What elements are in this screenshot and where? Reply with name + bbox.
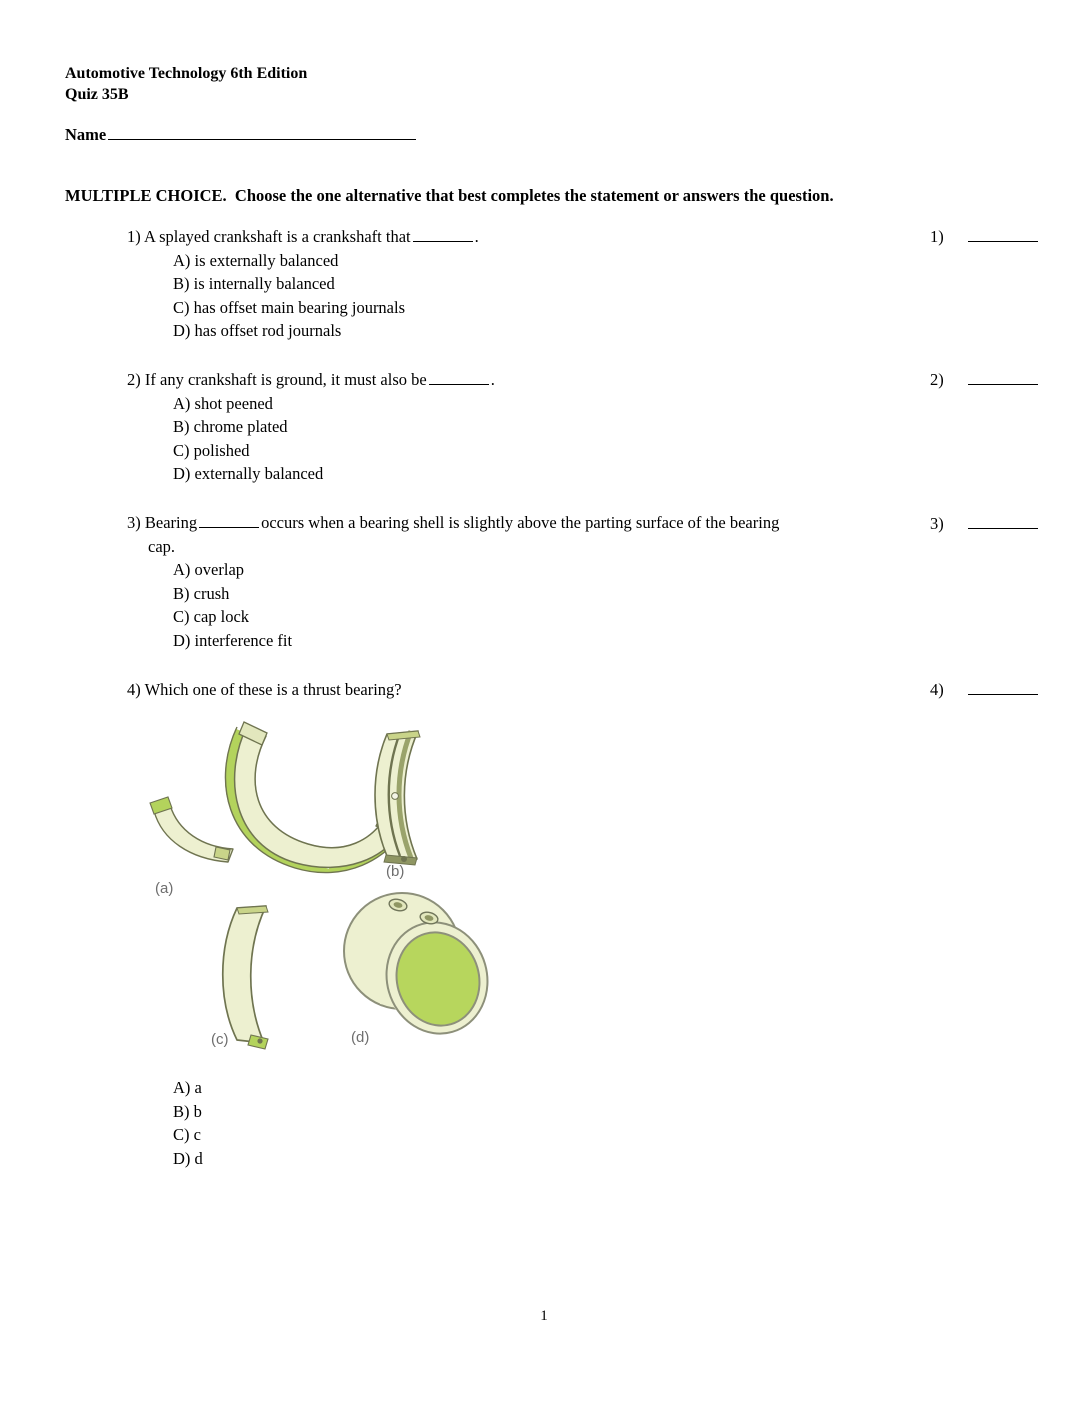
question-3: [127, 511, 927, 652]
name-blank-line: [108, 123, 416, 140]
bearing-types-illustration: [140, 716, 490, 1061]
question-3-options: [173, 558, 927, 652]
question-1-fill-blank: [413, 227, 473, 242]
bearing-d-bushing: [344, 893, 490, 1046]
name-row: [65, 123, 416, 145]
answer-slot-1-blank-line: [968, 225, 1038, 242]
option: A) a: [173, 1078, 202, 1097]
bearing-a-thrust: [150, 722, 406, 873]
question-2-options: [173, 392, 927, 486]
option: B) chrome plated: [173, 417, 288, 436]
question-1-number: 1): [127, 227, 141, 246]
option: B) is internally balanced: [173, 274, 335, 293]
name-label: Name: [65, 125, 107, 144]
option: C) c: [173, 1125, 201, 1144]
question-4-number: 4): [127, 680, 141, 699]
figure-label-a: (a): [155, 880, 174, 897]
answer-slot-4-number: 4): [930, 680, 944, 699]
question-1-options: [173, 249, 927, 343]
document-title: Automotive Technology 6th Edition: [65, 65, 308, 82]
option: D) interference fit: [173, 630, 293, 650]
option: A) is externally balanced: [173, 250, 339, 270]
answer-slot-1: [930, 225, 1038, 247]
question-3-fill-blank: [199, 513, 259, 528]
document-header: [65, 63, 307, 105]
option: D) externally balanced: [173, 464, 324, 483]
question-4-text: 4) Which one of these is a thrust bearing?: [127, 680, 402, 699]
page-number: 1: [540, 1308, 548, 1324]
question-1-text: 1) A splayed crankshaft is a crankshaft that .: [127, 227, 479, 246]
answer-slot-2-blank-line: [968, 368, 1038, 385]
bearing-c-plain-shell: [223, 906, 268, 1049]
option: C) cap lock: [173, 607, 250, 626]
section-instruction: MULTIPLE CHOICE. Choose the one alternative that best completes the statement or answers the question.: [65, 186, 834, 205]
quiz-number: Quiz 35B: [65, 86, 129, 103]
answer-slot-4: [930, 678, 1038, 700]
option: B) b: [173, 1101, 202, 1121]
question-4-options: [173, 1076, 203, 1170]
answer-slot-2: [930, 368, 1038, 390]
answer-slot-2-number: 2): [930, 370, 944, 389]
question-4: [127, 678, 927, 702]
bearing-types-figure: [140, 716, 490, 1061]
option: A) overlap: [173, 560, 245, 579]
question-3-text-line2: cap.: [148, 536, 176, 556]
figure-label-b: (b): [386, 863, 405, 880]
answer-slot-3-blank-line: [968, 512, 1038, 529]
question-3-number: 3): [127, 513, 141, 532]
question-2: [127, 368, 927, 486]
option: A) shot peened: [173, 393, 273, 413]
option: C) polished: [173, 440, 250, 460]
option: D) has offset rod journals: [173, 321, 342, 340]
question-3-text: 3) Bearing occurs when a bearing shell is slightly above the parting surface of the bearing: [127, 513, 780, 532]
option: D) d: [173, 1148, 203, 1168]
figure-label-c: (c): [211, 1031, 229, 1048]
option: B) crush: [173, 583, 230, 603]
question-2-fill-blank: [429, 370, 489, 385]
answer-slot-1-number: 1): [930, 227, 944, 246]
answer-slot-3: [930, 512, 1038, 534]
question-2-number: 2): [127, 370, 141, 389]
answer-slot-3-number: 3): [930, 514, 944, 533]
question-1: [127, 225, 927, 343]
question-2-text: 2) If any crankshaft is ground, it must also be .: [127, 370, 495, 389]
answer-slot-4-blank-line: [968, 678, 1038, 695]
figure-label-d: (d): [351, 1029, 370, 1046]
option: C) has offset main bearing journals: [173, 297, 406, 317]
